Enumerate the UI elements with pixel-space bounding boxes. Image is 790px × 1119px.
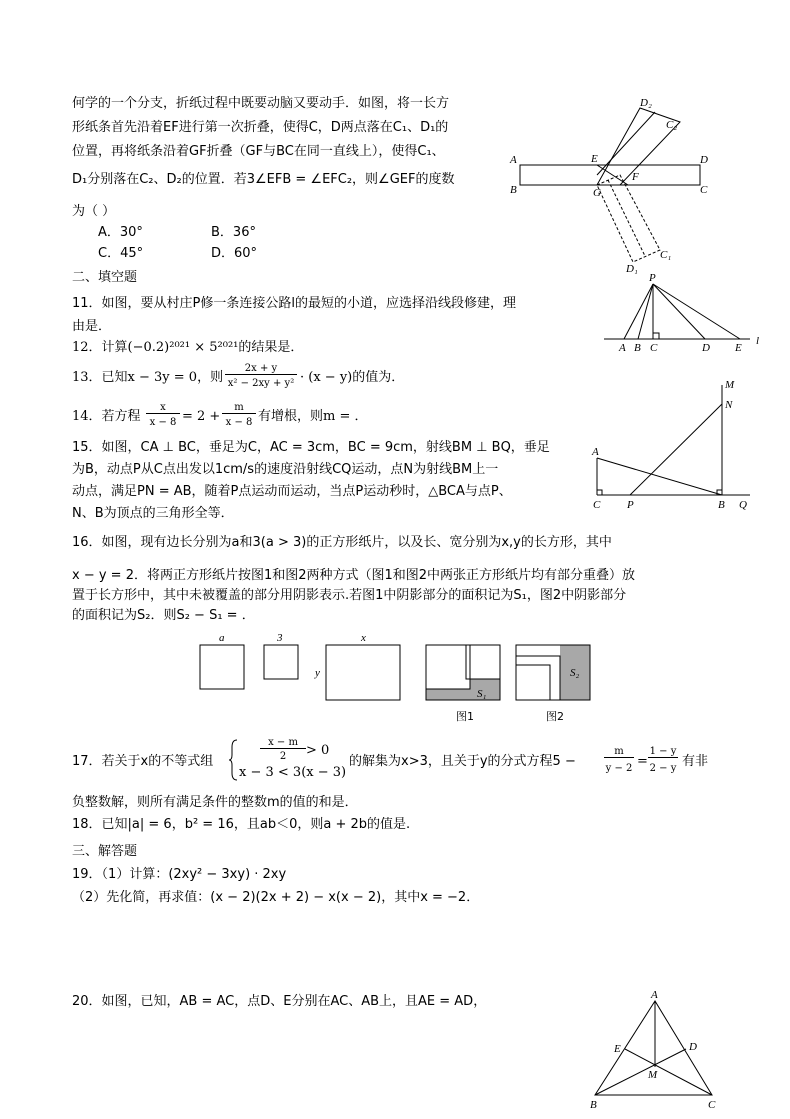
q17-row1-den: 2 xyxy=(279,751,287,762)
q10-label-f: F xyxy=(632,171,639,183)
q20-label-e: E xyxy=(614,1043,621,1055)
q17-frac2-num: 1 − y xyxy=(649,746,677,757)
q10-label-d2: D₂ xyxy=(640,97,652,109)
q17-row1-num: x − m xyxy=(260,737,306,749)
q20-label-m: M xyxy=(648,1069,658,1081)
q18-text: 18．已知|a| = 6，b² = 16，且ab＜0，则a + 2b的值是. xyxy=(72,817,411,832)
q20-label-d: D xyxy=(689,1041,697,1053)
q10-option-d: D．60° xyxy=(211,246,258,261)
q11-label-e: E xyxy=(735,342,742,354)
q20-label-c: C xyxy=(708,1099,716,1111)
q11-label-a: A xyxy=(619,342,626,354)
section3-title: 三、解答题 xyxy=(72,844,138,859)
q20-label-b: B xyxy=(590,1099,597,1111)
q11-label-p: P xyxy=(649,272,656,284)
q11-line1: 11．如图，要从村庄P修一条连接公路l的最短的小道，应选择沿线段修建，理 xyxy=(72,296,516,311)
q13-pre: 13．已知x − 3y = 0，则 xyxy=(72,370,224,385)
q10-option-c: C．45° xyxy=(98,246,144,261)
q10-label-d1: D₁ xyxy=(626,263,638,275)
q10-label-b: B xyxy=(510,184,517,196)
q16-label-s1: S₁ xyxy=(477,688,487,700)
q10-label-a: A xyxy=(510,154,517,166)
q16-label-a: a xyxy=(219,632,225,644)
q10-label-c1: C₁ xyxy=(660,249,672,261)
q16-label-3: 3 xyxy=(277,632,283,644)
q15-label-n: N xyxy=(725,399,733,411)
q16-caption-fig2: 图2 xyxy=(546,710,564,723)
q17-frac2-den: 2 − y xyxy=(649,763,677,774)
q11-label-d: D xyxy=(702,342,710,354)
q15-line1: 15．如图，CA ⊥ BC，垂足为C，AC = 3cm，BC = 9cm，射线BM ⊥ BQ，垂足 xyxy=(72,440,550,455)
q16-line4: 的面积记为S₂．则S₂ − S₁ = ． xyxy=(72,608,255,623)
q17-frac1-num: m xyxy=(604,746,634,758)
q14-pre: 14．若方程 xyxy=(72,409,141,424)
q14-frac1-den: x − 8 xyxy=(149,417,177,428)
q14-frac2-den: x − 8 xyxy=(225,417,253,428)
q10-label-c2: C₂ xyxy=(666,119,678,131)
q15-line4: N、B为顶点的三角形全等． xyxy=(72,506,234,521)
q15-label-q: Q xyxy=(739,499,747,511)
q13-numerator: 2x + y xyxy=(225,363,297,375)
q17-line2: 负整数解，则所有满足条件的整数m的值的和是． xyxy=(72,795,358,810)
q14-mid: = 2 + xyxy=(182,409,221,424)
q17-pre: 17．若关于x的不等式组 xyxy=(72,754,214,769)
q14-frac1-num: x xyxy=(146,402,180,414)
q17-eq: = xyxy=(637,754,648,769)
q10-line3: 位置，再将纸条沿着GF折叠（GF与BC在同一直线上），使得C₁、 xyxy=(72,144,445,159)
q19-part1: 19．（1）计算：(2xy² − 3xy) · 2xy xyxy=(72,867,287,882)
q10-line1: 何学的一个分支，折纸过程中既要动脑又要动手．如图，将一长方 xyxy=(72,96,450,111)
q15-label-b: B xyxy=(718,499,725,511)
q19-part2: （2）先化简，再求值：(x − 2)(2x + 2) − x(x − 2)，其中x = −2． xyxy=(72,890,480,905)
q16-line2: x − y = 2．将两正方形纸片按图1和图2两种方式（图1和图2中两张正方形纸片均有部分重叠）放 xyxy=(72,568,636,583)
q20-text: 20．如图，已知，AB = AC，点D、E分别在AC、AB上，且AE = AD， xyxy=(72,994,487,1009)
q10-label-d: D xyxy=(700,154,708,166)
q11-label-b: B xyxy=(634,342,641,354)
q13-denominator: x² − 2xy + y² xyxy=(227,378,295,389)
q13-post: · (x − y)的值为． xyxy=(300,370,405,385)
q20-segment-ce xyxy=(625,1049,712,1095)
q17-frac1-den: y − 2 xyxy=(605,763,633,774)
q16-label-y: y xyxy=(315,667,320,679)
q17-mid: 的解集为x>3，且关于y的分式方程5 − xyxy=(349,754,576,769)
q16-label-s2: S₂ xyxy=(570,667,580,679)
q10-option-a: A．30° xyxy=(98,225,143,240)
q10-label-e: E xyxy=(591,153,598,165)
q11-line2: 由是． xyxy=(72,319,112,334)
q17-row2: x − 3 < 3(x − 3) xyxy=(239,765,347,780)
q10-line2: 形纸条首先沿着EF进行第一次折叠，使得C，D两点落在C₁、D₁的 xyxy=(72,120,449,135)
q10-line4: D₁分别落在C₂、D₂的位置．若3∠EFB = ∠EFC₂，则∠GEF的度数 xyxy=(72,172,455,187)
q15-label-m: M xyxy=(725,379,735,391)
q10-label-c: C xyxy=(700,184,708,196)
section2-title: 二、填空题 xyxy=(72,270,138,285)
q12-text: 12．计算(−0.2)²⁰²¹ × 5²⁰²¹的结果是． xyxy=(72,340,304,355)
q15-label-a: A xyxy=(592,446,599,458)
q10-option-b: B．36° xyxy=(211,225,256,240)
q20-label-a: A xyxy=(651,989,658,1001)
q10-label-g: G xyxy=(593,187,601,199)
q14-frac2-num: m xyxy=(222,402,256,414)
q15-line3: 动点，满足PN = AB，随着P点运动而运动，当点P运动秒时，△BCA与点P、 xyxy=(72,484,512,499)
q15-line2: 为B，动点P从C点出发以1cm/s的速度沿射线CQ运动，点N为射线BM上一 xyxy=(72,462,499,477)
q17-row1-rel: > 0 xyxy=(306,743,330,758)
q11-label-l: l xyxy=(756,335,760,347)
q14-post: 有增根，则m = ． xyxy=(258,409,368,424)
q16-line3: 置于长方形中，其中未被覆盖的部分用阴影表示.若图1中阴影部分的面积记为S₁，图2中阴影部分 xyxy=(72,588,627,603)
q15-label-c: C xyxy=(593,499,601,511)
q16-caption-fig1: 图1 xyxy=(456,710,474,723)
q15-label-p: P xyxy=(627,499,634,511)
q11-label-c: C xyxy=(650,342,658,354)
q20-segment-bd xyxy=(595,1049,686,1095)
q10-line5: 为（ ） xyxy=(72,204,116,219)
q17-post: 有非 xyxy=(682,754,709,769)
q16-label-x: x xyxy=(361,632,366,644)
q16-line1: 16．如图，现有边长分别为a和3(a > 3)的正方形纸片，以及长、宽分别为x,y的长方形，其中 xyxy=(72,535,612,550)
